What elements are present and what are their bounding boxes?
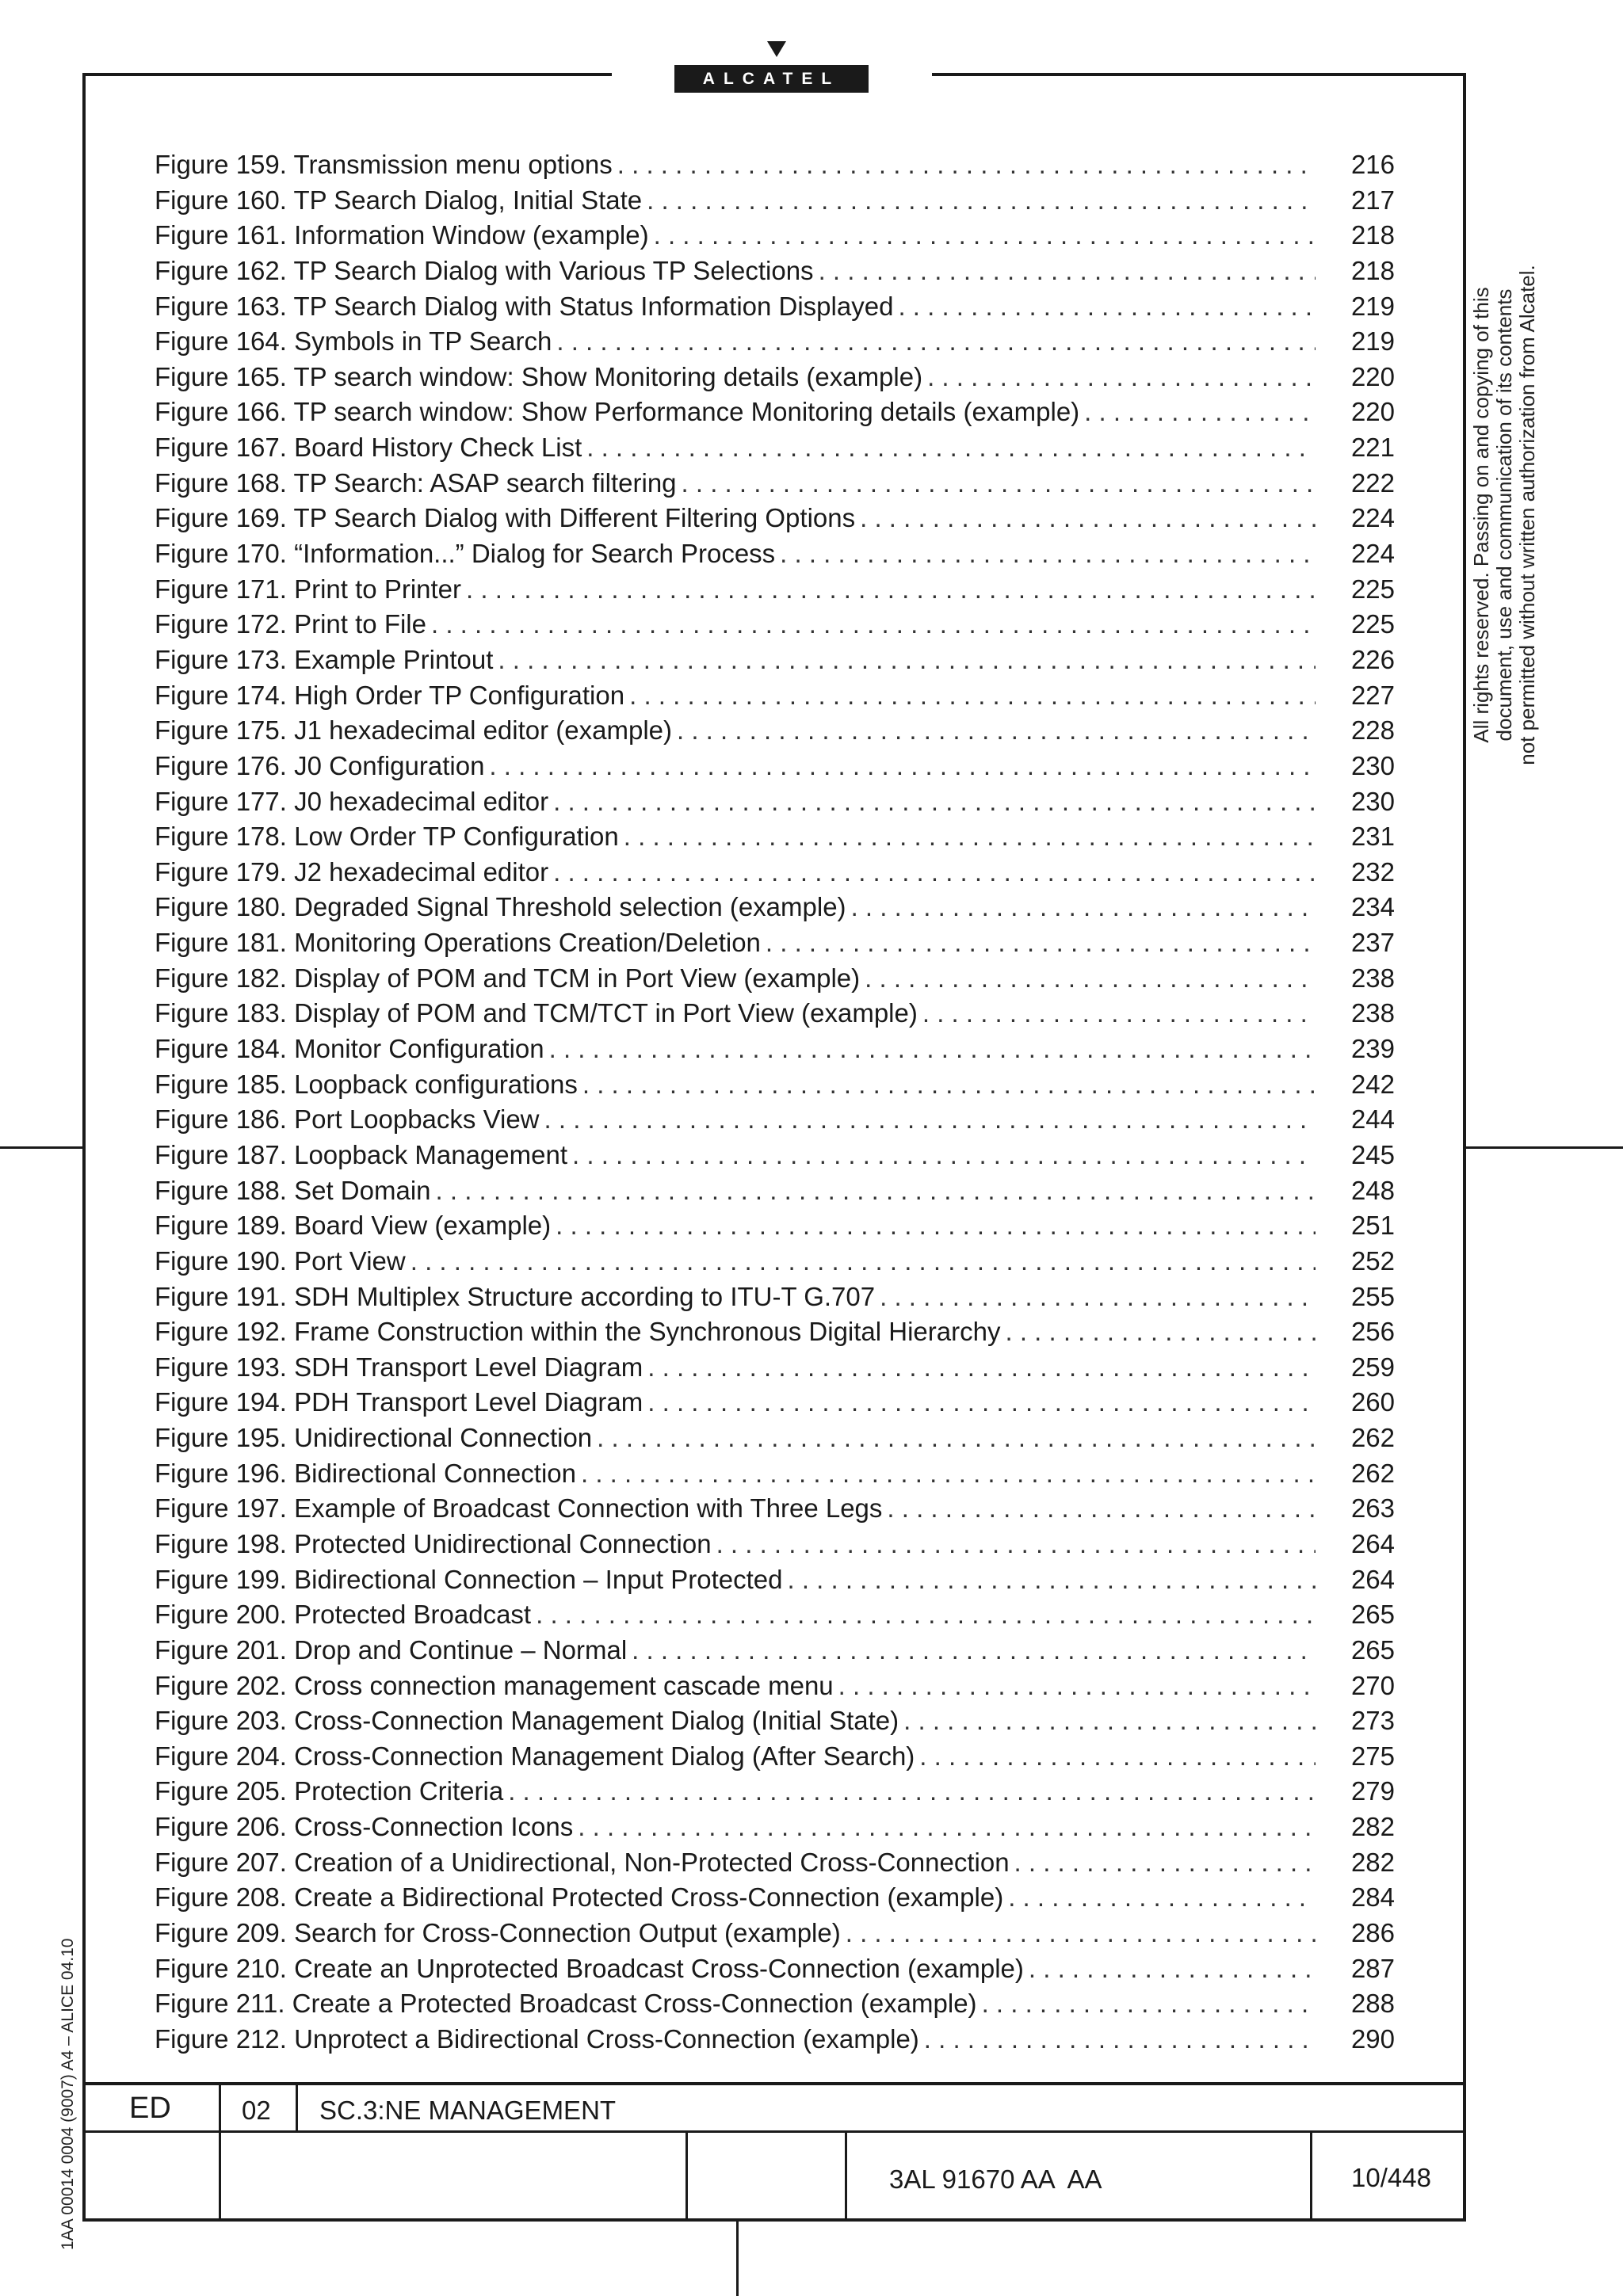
figure-title: Figure 170. “Information...” Dialog for Search Process xyxy=(155,539,776,569)
list-item xyxy=(155,678,1395,714)
figure-page: 252 xyxy=(1350,1245,1395,1276)
dot-leader xyxy=(489,749,1316,784)
figure-title: Figure 162. TP Search Dialog with Various TP Selections xyxy=(155,255,814,285)
list-item xyxy=(155,1067,1395,1103)
figure-page: 284 xyxy=(1350,1882,1395,1913)
page-number: 10/448 xyxy=(1351,2163,1431,2192)
footer-divider xyxy=(296,2082,298,2132)
figure-page: 238 xyxy=(1350,998,1395,1028)
figure-page: 256 xyxy=(1350,1317,1395,1347)
rights-line: document, use and communication of its contents xyxy=(1492,288,1516,742)
dot-leader xyxy=(536,1597,1316,1633)
dot-leader xyxy=(553,784,1316,820)
dot-leader xyxy=(578,1810,1316,1845)
list-item xyxy=(155,501,1395,536)
figure-title: Figure 166. TP search window: Show Performance Monitoring details (example) xyxy=(155,397,1080,427)
figure-page: 248 xyxy=(1350,1175,1395,1205)
dot-leader xyxy=(766,925,1316,961)
rights-line: not permitted without written authorization from Alcatel. xyxy=(1515,265,1539,765)
list-item xyxy=(155,996,1395,1032)
list-item xyxy=(155,1314,1395,1350)
figure-page: 279 xyxy=(1350,1776,1395,1806)
crop-mark-left xyxy=(0,1146,82,1149)
figure-title: Figure 186. Port Loopbacks View xyxy=(155,1104,540,1135)
list-item xyxy=(155,749,1395,784)
list-item xyxy=(155,1562,1395,1598)
dot-leader xyxy=(647,1350,1316,1386)
list-item xyxy=(155,1597,1395,1633)
figure-page: 282 xyxy=(1350,1812,1395,1842)
figure-title: Figure 179. J2 hexadecimal editor xyxy=(155,856,549,887)
list-item xyxy=(155,1421,1395,1456)
list-item xyxy=(155,218,1395,254)
figure-page: 227 xyxy=(1350,680,1395,710)
figure-page: 260 xyxy=(1350,1387,1395,1417)
figure-page: 218 xyxy=(1350,220,1395,250)
list-of-figures xyxy=(155,147,1395,2058)
figure-page: 224 xyxy=(1350,503,1395,533)
figure-title: Figure 165. TP search window: Show Monitoring details (example) xyxy=(155,361,923,391)
figure-page: 265 xyxy=(1350,1600,1395,1630)
dot-leader xyxy=(1029,1951,1316,1987)
list-item xyxy=(155,1810,1395,1845)
figure-title: Figure 160. TP Search Dialog, Initial State xyxy=(155,185,643,215)
footer-divider xyxy=(685,2130,688,2222)
dot-leader xyxy=(436,1173,1316,1209)
figure-page: 225 xyxy=(1350,609,1395,639)
figure-title: Figure 173. Example Printout xyxy=(155,644,494,674)
list-item xyxy=(155,183,1395,219)
dot-leader xyxy=(572,1138,1316,1173)
figure-page: 264 xyxy=(1350,1564,1395,1594)
figure-title: Figure 211. Create a Protected Broadcast Cross-Connection (example) xyxy=(155,1989,977,2019)
list-item xyxy=(155,1032,1395,1067)
list-item xyxy=(155,1880,1395,1916)
list-item xyxy=(155,1102,1395,1138)
figure-title: Figure 171. Print to Printer xyxy=(155,574,462,604)
list-item xyxy=(155,147,1395,183)
dot-leader xyxy=(553,855,1316,891)
list-item xyxy=(155,395,1395,430)
dot-leader xyxy=(846,1916,1316,1951)
dot-leader xyxy=(629,678,1316,714)
figure-title: Figure 210. Create an Unprotected Broadcast Cross-Connection (example) xyxy=(155,1953,1024,1983)
list-item xyxy=(155,1633,1395,1669)
list-item xyxy=(155,1491,1395,1527)
figure-title: Figure 164. Symbols in TP Search xyxy=(155,326,552,357)
figure-title: Figure 196. Bidirectional Connection xyxy=(155,1458,576,1488)
dot-leader xyxy=(924,2022,1316,2058)
list-item xyxy=(155,254,1395,289)
list-item xyxy=(155,819,1395,855)
footer-divider xyxy=(219,2082,221,2222)
figure-title: Figure 212. Unprotect a Bidirectional Cross-Connection (example) xyxy=(155,2023,919,2054)
figure-page: 242 xyxy=(1350,1069,1395,1099)
alcatel-logo: ALCATEL xyxy=(674,65,869,93)
list-item xyxy=(155,289,1395,325)
dot-leader xyxy=(581,1456,1316,1492)
figure-title: Figure 188. Set Domain xyxy=(155,1175,431,1205)
figure-page: 286 xyxy=(1350,1918,1395,1948)
dot-leader xyxy=(632,1633,1316,1669)
dot-leader xyxy=(922,996,1316,1032)
figure-page: 230 xyxy=(1350,750,1395,780)
figure-title: Figure 169. TP Search Dialog with Different Filtering Options xyxy=(155,503,856,533)
figure-title: Figure 193. SDH Transport Level Diagram xyxy=(155,1352,643,1382)
dot-leader xyxy=(880,1280,1316,1315)
crop-mark-right xyxy=(1466,1146,1623,1149)
dot-leader xyxy=(903,1703,1316,1739)
list-item xyxy=(155,1916,1395,1951)
figure-title: Figure 190. Port View xyxy=(155,1245,406,1276)
footer-rule-bottom xyxy=(82,2218,1466,2222)
list-item xyxy=(155,1244,1395,1280)
dot-leader xyxy=(919,1739,1316,1775)
figure-title: Figure 204. Cross-Connection Management Dialog (After Search) xyxy=(155,1741,915,1771)
figure-page: 251 xyxy=(1350,1211,1395,1241)
figure-title: Figure 163. TP Search Dialog with Status Information Displayed xyxy=(155,291,894,321)
rights-notice xyxy=(1470,242,1539,788)
dot-leader xyxy=(787,1562,1316,1598)
figure-title: Figure 191. SDH Multiplex Structure according to ITU-T G.707 xyxy=(155,1281,876,1311)
figure-page: 234 xyxy=(1350,892,1395,922)
figure-page: 265 xyxy=(1350,1634,1395,1665)
list-item xyxy=(155,1845,1395,1881)
list-item xyxy=(155,536,1395,572)
figure-page: 232 xyxy=(1350,856,1395,887)
section-title: SC.3:NE MANAGEMENT xyxy=(319,2096,617,2125)
figure-page: 288 xyxy=(1350,1989,1395,2019)
dot-leader xyxy=(508,1774,1316,1810)
figure-page: 230 xyxy=(1350,786,1395,816)
frame-top-left xyxy=(82,73,612,76)
list-item xyxy=(155,360,1395,395)
footer-divider xyxy=(845,2130,847,2222)
dot-leader xyxy=(860,501,1316,536)
figure-page: 237 xyxy=(1350,928,1395,958)
dot-leader xyxy=(1084,395,1316,430)
dot-leader xyxy=(1008,1880,1316,1916)
dot-leader xyxy=(498,643,1316,678)
figure-title: Figure 208. Create a Bidirectional Protected Cross-Connection (example) xyxy=(155,1882,1004,1913)
figure-title: Figure 201. Drop and Continue – Normal xyxy=(155,1634,628,1665)
dot-leader xyxy=(466,572,1316,608)
figure-title: Figure 175. J1 hexadecimal editor (example) xyxy=(155,715,672,746)
dot-leader xyxy=(716,1527,1316,1562)
list-item xyxy=(155,961,1395,997)
dot-leader xyxy=(654,218,1316,254)
dot-leader xyxy=(582,1067,1316,1103)
document-reference: 1AA 00014 0004 (9007) A4 – ALICE 04.10 xyxy=(59,1938,77,2250)
figure-title: Figure 161. Information Window (example) xyxy=(155,220,649,250)
figure-page: 220 xyxy=(1350,397,1395,427)
dot-leader xyxy=(586,430,1316,466)
list-item xyxy=(155,1138,1395,1173)
list-item xyxy=(155,1703,1395,1739)
rights-line: All rights reserved. Passing on and copying of this xyxy=(1469,287,1493,743)
figure-title: Figure 168. TP Search: ASAP search filtering xyxy=(155,467,677,498)
figure-title: Figure 176. J0 Configuration xyxy=(155,750,485,780)
list-item xyxy=(155,1208,1395,1244)
figure-page: 259 xyxy=(1350,1352,1395,1382)
figure-page: 226 xyxy=(1350,644,1395,674)
figure-title: Figure 184. Monitor Configuration xyxy=(155,1034,544,1064)
list-item xyxy=(155,430,1395,466)
list-item xyxy=(155,1669,1395,1704)
document-code: 3AL 91670 AA AA xyxy=(889,2164,1102,2194)
figure-page: 221 xyxy=(1350,433,1395,463)
figure-page: 244 xyxy=(1350,1104,1395,1135)
list-item xyxy=(155,643,1395,678)
footer-rule-mid xyxy=(82,2130,1466,2133)
figure-page: 239 xyxy=(1350,1034,1395,1064)
figure-title: Figure 167. Board History Check List xyxy=(155,433,582,463)
edition-label: ED xyxy=(129,2092,171,2125)
figure-title: Figure 194. PDH Transport Level Diagram xyxy=(155,1387,643,1417)
list-item xyxy=(155,607,1395,643)
figure-page: 228 xyxy=(1350,715,1395,746)
footer-rule-top xyxy=(82,2082,1466,2085)
dot-leader xyxy=(927,360,1316,395)
dot-leader xyxy=(780,536,1316,572)
figure-title: Figure 206. Cross-Connection Icons xyxy=(155,1812,574,1842)
figure-title: Figure 159. Transmission menu options xyxy=(155,150,613,179)
dot-leader xyxy=(647,183,1316,219)
figure-title: Figure 183. Display of POM and TCM/TCT in Port View (example) xyxy=(155,998,918,1028)
dot-leader xyxy=(624,819,1316,855)
figure-page: 220 xyxy=(1350,361,1395,391)
dot-leader xyxy=(549,1032,1316,1067)
figure-page: 273 xyxy=(1350,1706,1395,1736)
figure-page: 287 xyxy=(1350,1953,1395,1983)
dot-leader xyxy=(682,466,1316,502)
list-item xyxy=(155,1951,1395,1987)
figure-page: 282 xyxy=(1350,1847,1395,1877)
list-item xyxy=(155,1385,1395,1421)
figure-title: Figure 177. J0 hexadecimal editor xyxy=(155,786,549,816)
figure-page: 263 xyxy=(1350,1493,1395,1524)
figure-title: Figure 189. Board View (example) xyxy=(155,1211,552,1241)
dot-leader xyxy=(677,713,1316,749)
list-item xyxy=(155,1774,1395,1810)
dot-leader xyxy=(887,1491,1316,1527)
crop-mark-bottom xyxy=(736,2222,739,2296)
figure-page: 219 xyxy=(1350,291,1395,321)
figure-page: 231 xyxy=(1350,822,1395,852)
list-item xyxy=(155,1173,1395,1209)
figure-page: 262 xyxy=(1350,1458,1395,1488)
figure-title: Figure 203. Cross-Connection Management Dialog (Initial State) xyxy=(155,1706,899,1736)
figure-page: 216 xyxy=(1350,150,1395,179)
figure-page: 262 xyxy=(1350,1423,1395,1453)
dot-leader xyxy=(865,961,1316,997)
dot-leader xyxy=(597,1421,1316,1456)
figure-page: 222 xyxy=(1350,467,1395,498)
dot-leader xyxy=(556,324,1316,360)
dot-leader xyxy=(544,1102,1316,1138)
figure-title: Figure 198. Protected Unidirectional Connection xyxy=(155,1528,712,1558)
list-item xyxy=(155,1739,1395,1775)
figure-title: Figure 182. Display of POM and TCM in Port View (example) xyxy=(155,963,861,993)
figure-title: Figure 195. Unidirectional Connection xyxy=(155,1423,593,1453)
figure-title: Figure 181. Monitoring Operations Creation/Deletion xyxy=(155,928,761,958)
figure-page: 275 xyxy=(1350,1741,1395,1771)
figure-title: Figure 187. Loopback Management xyxy=(155,1139,568,1169)
list-item xyxy=(155,925,1395,961)
edition-number: 02 xyxy=(242,2096,271,2125)
dot-leader xyxy=(411,1244,1316,1280)
footer-divider xyxy=(1310,2130,1312,2222)
dot-leader xyxy=(851,890,1316,925)
figure-title: Figure 200. Protected Broadcast xyxy=(155,1600,532,1630)
dot-leader xyxy=(431,607,1316,643)
figure-page: 238 xyxy=(1350,963,1395,993)
list-item xyxy=(155,1527,1395,1562)
list-item xyxy=(155,855,1395,891)
figure-title: Figure 192. Frame Construction within the Synchronous Digital Hierarchy xyxy=(155,1317,1001,1347)
figure-title: Figure 197. Example of Broadcast Connection with Three Legs xyxy=(155,1493,883,1524)
frame-left xyxy=(82,73,86,2222)
list-item xyxy=(155,1986,1395,2022)
figure-title: Figure 202. Cross connection management cascade menu xyxy=(155,1670,834,1700)
frame-top-right xyxy=(932,73,1466,76)
figure-page: 270 xyxy=(1350,1670,1395,1700)
figure-page: 218 xyxy=(1350,255,1395,285)
dot-leader xyxy=(838,1669,1316,1704)
figure-page: 290 xyxy=(1350,2023,1395,2054)
figure-title: Figure 180. Degraded Signal Threshold selection (example) xyxy=(155,892,846,922)
list-item xyxy=(155,784,1395,820)
figure-title: Figure 172. Print to File xyxy=(155,609,426,639)
list-item xyxy=(155,466,1395,502)
list-item xyxy=(155,890,1395,925)
list-item xyxy=(155,1280,1395,1315)
figure-page: 255 xyxy=(1350,1281,1395,1311)
figure-title: Figure 174. High Order TP Configuration xyxy=(155,680,625,710)
figure-title: Figure 178. Low Order TP Configuration xyxy=(155,822,619,852)
figure-page: 217 xyxy=(1350,185,1395,215)
figure-page: 219 xyxy=(1350,326,1395,357)
dot-leader xyxy=(819,254,1316,289)
figure-title: Figure 185. Loopback configurations xyxy=(155,1069,578,1099)
list-item xyxy=(155,1456,1395,1492)
figure-title: Figure 207. Creation of a Unidirectional, Non-Protected Cross-Connection xyxy=(155,1847,1010,1877)
dot-leader xyxy=(982,1986,1316,2022)
dot-leader xyxy=(1014,1845,1316,1881)
figure-title: Figure 199. Bidirectional Connection – Input Protected xyxy=(155,1564,783,1594)
figure-page: 224 xyxy=(1350,539,1395,569)
list-item xyxy=(155,324,1395,360)
dot-leader xyxy=(1005,1314,1316,1350)
dot-leader xyxy=(556,1208,1316,1244)
list-item xyxy=(155,1350,1395,1386)
dot-leader xyxy=(647,1385,1316,1421)
list-item xyxy=(155,2022,1395,2058)
dot-leader xyxy=(617,147,1316,183)
figure-title: Figure 209. Search for Cross-Connection Output (example) xyxy=(155,1918,841,1948)
dot-leader xyxy=(898,289,1316,325)
list-item xyxy=(155,713,1395,749)
figure-title: Figure 205. Protection Criteria xyxy=(155,1776,504,1806)
figure-page: 225 xyxy=(1350,574,1395,604)
alcatel-arrow-icon xyxy=(767,41,786,57)
figure-page: 245 xyxy=(1350,1139,1395,1169)
figure-page: 264 xyxy=(1350,1528,1395,1558)
list-item xyxy=(155,572,1395,608)
